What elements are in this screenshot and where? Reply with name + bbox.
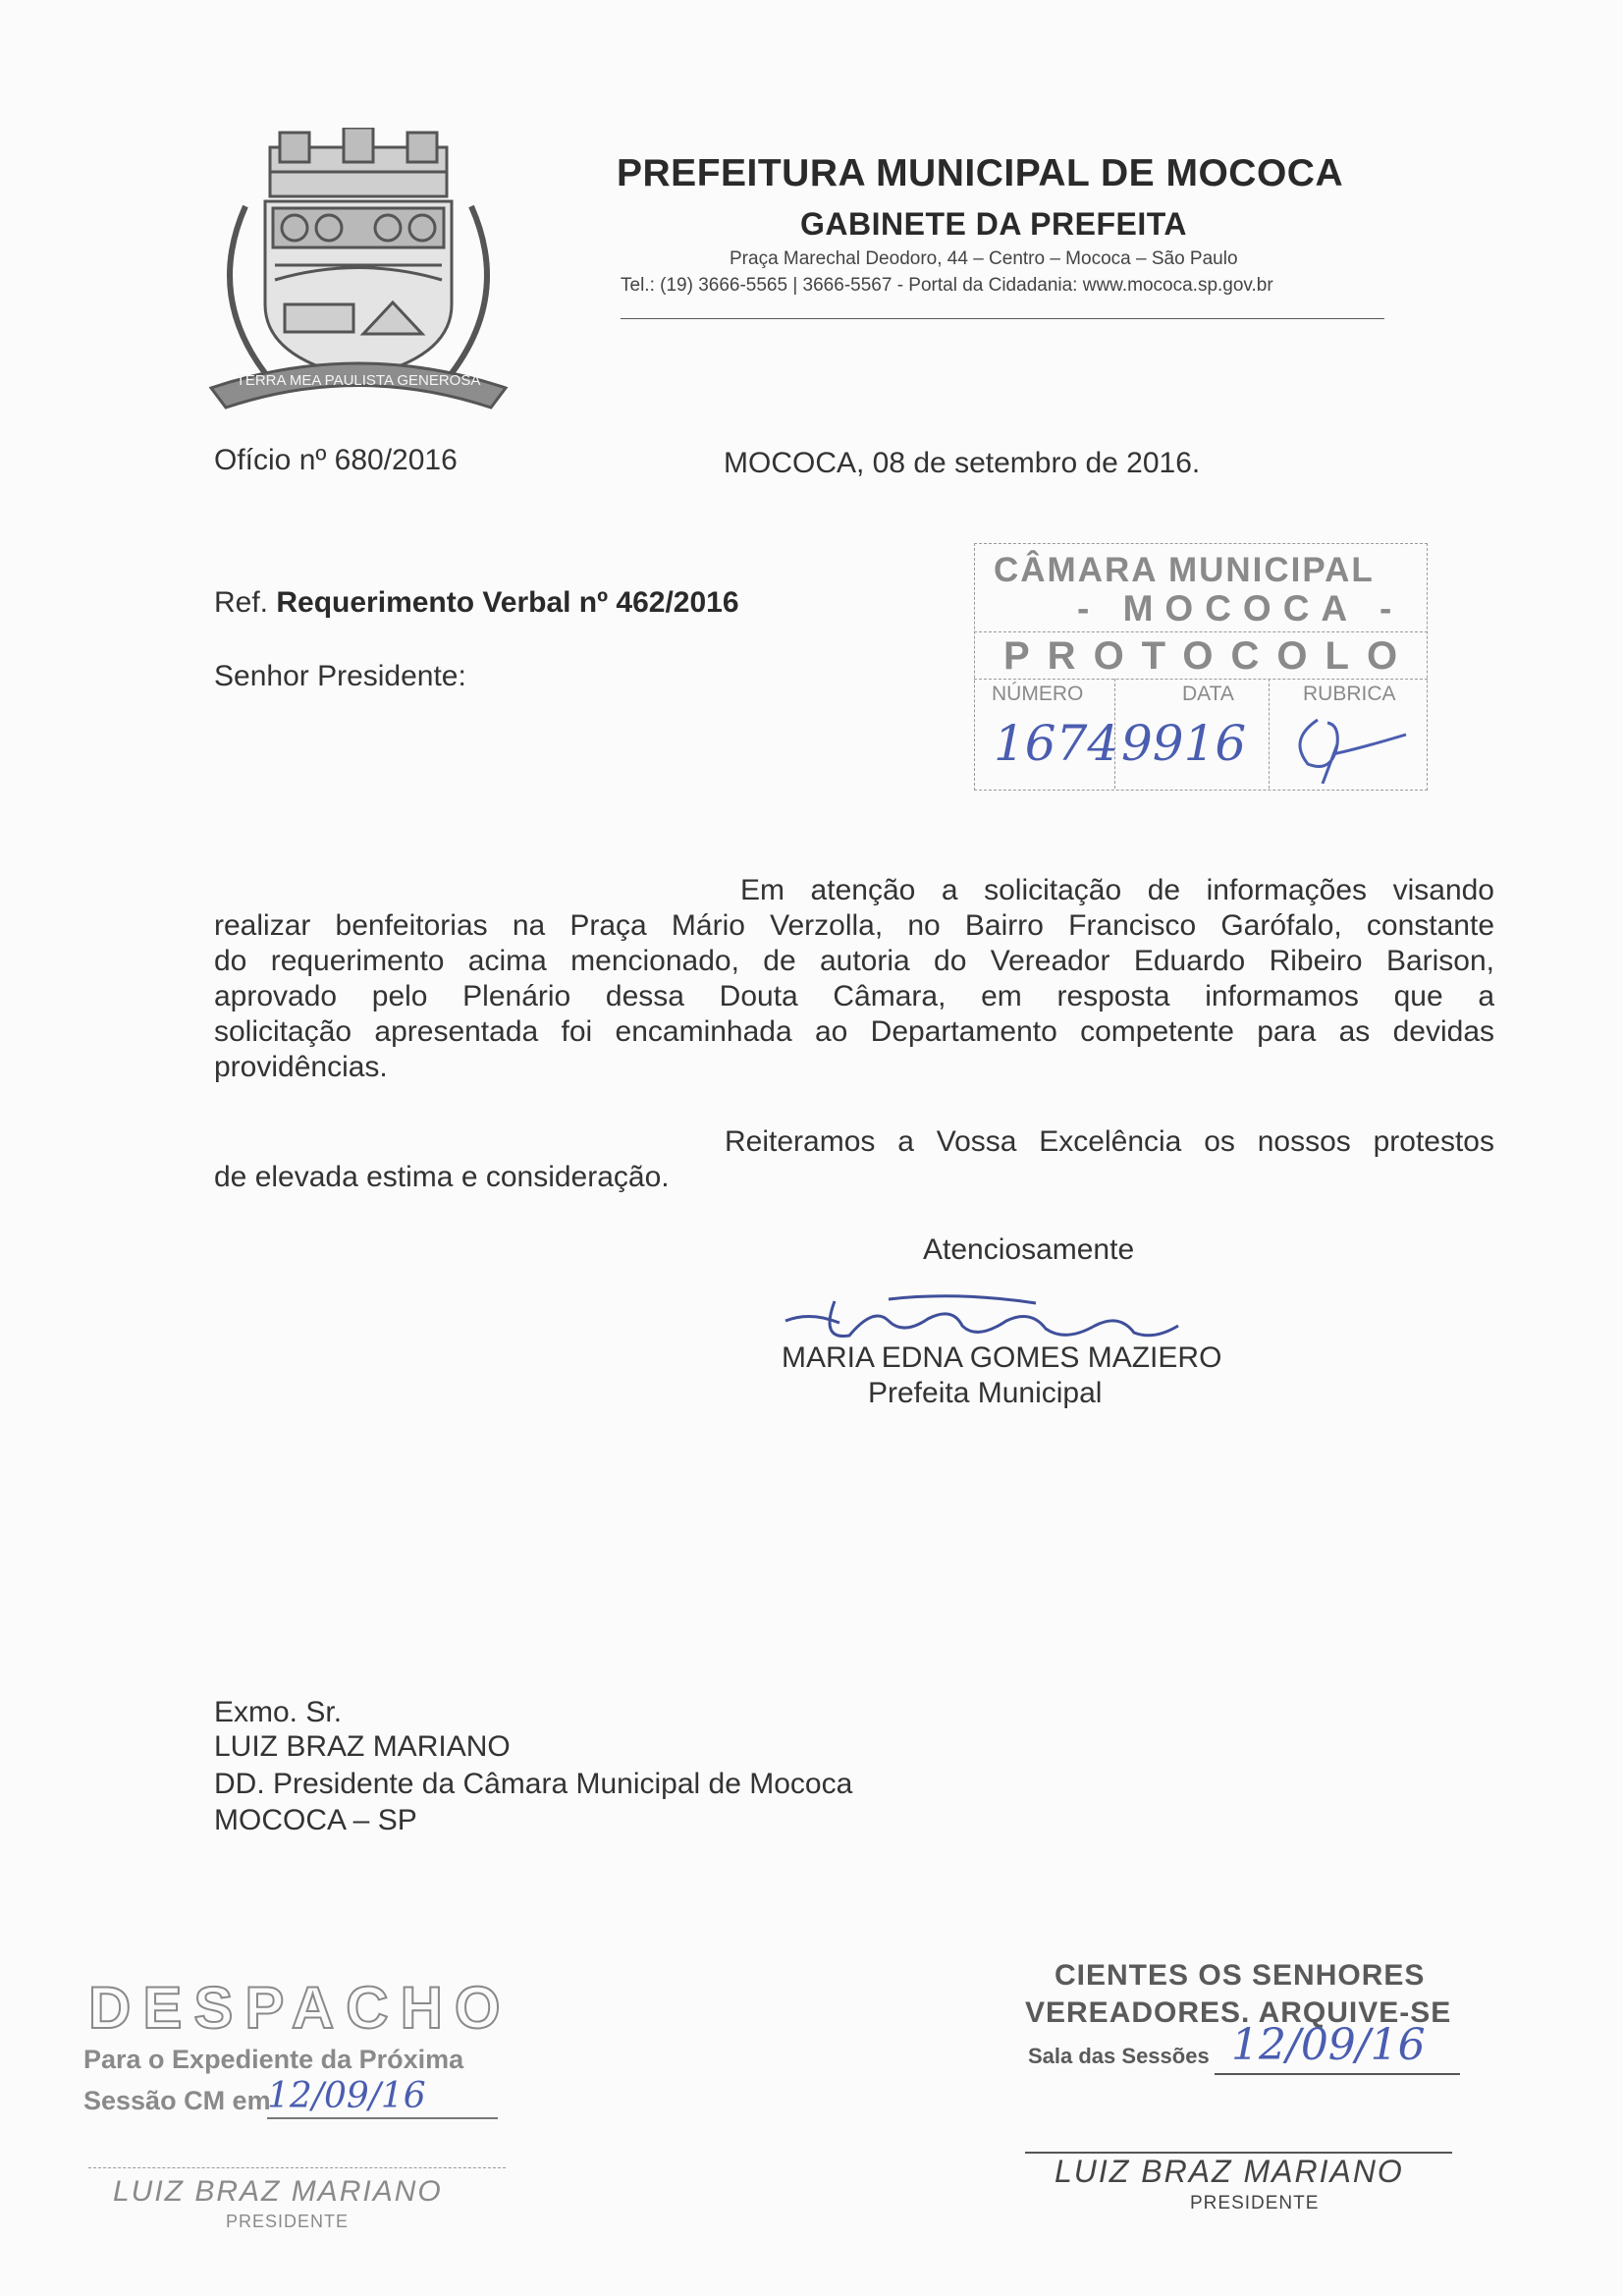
addressee-line: MOCOCA – SP bbox=[214, 1804, 417, 1836]
despacho-role: PRESIDENTE bbox=[226, 2212, 350, 2231]
protocol-col-data: DATA bbox=[1182, 683, 1234, 705]
letter-greeting: Senhor Presidente: bbox=[214, 660, 466, 692]
reference-subject: Requerimento Verbal nº 462/2016 bbox=[276, 586, 739, 619]
header-address: Praça Marechal Deodoro, 44 – Centro – Mococa – São Paulo bbox=[730, 248, 1238, 269]
addressee-line: DD. Presidente da Câmara Municipal de Mococa bbox=[214, 1768, 853, 1800]
header-divider bbox=[621, 318, 1384, 319]
letter-reference bbox=[214, 586, 739, 620]
letter-date: MOCOCA, 08 de setembro de 2016. bbox=[724, 447, 1201, 479]
header-title: PREFEITURA MUNICIPAL DE MOCOCA bbox=[617, 152, 1344, 194]
paragraph-line: Em atenção a solicitação de informações visando bbox=[740, 874, 1494, 906]
crest-motto: TERRA MEA PAULISTA GENEROSA bbox=[236, 372, 481, 389]
header-contact: Tel.: (19) 3666-5565 | 3666-5567 - Portal da Cidadania: www.mococa.sp.gov.br bbox=[621, 275, 1273, 296]
header-subtitle: GABINETE DA PREFEITA bbox=[800, 206, 1188, 242]
cientes-role: PRESIDENTE bbox=[1190, 2193, 1320, 2214]
letter-number: Ofício nº 680/2016 bbox=[214, 444, 458, 476]
paragraph-line: providências. bbox=[214, 1051, 388, 1083]
protocol-stamp-column-divider bbox=[1269, 679, 1270, 789]
protocol-stamp-divider bbox=[974, 631, 1428, 632]
addressee-line: Exmo. Sr. bbox=[214, 1696, 343, 1728]
despacho-line2: Para o Expediente da Próxima bbox=[83, 2045, 464, 2074]
protocol-stamp-divider bbox=[974, 679, 1428, 680]
paragraph-line: realizar benfeitorias na Praça Mário Verzolla, no Bairro Francisco Garófalo, constante bbox=[214, 909, 1494, 942]
paragraph-line: do requerimento acima mencionado, de autoria do Vereador Eduardo Ribeiro Barison, bbox=[214, 945, 1494, 977]
protocol-stamp bbox=[974, 543, 1428, 791]
body-paragraph-2 bbox=[214, 1124, 1494, 1195]
protocol-data-value: 9916 bbox=[1121, 715, 1247, 772]
paragraph-line: solicitação apresentada foi encaminhada ao Departamento competente para as devidas bbox=[214, 1015, 1494, 1048]
reference-prefix: Ref. bbox=[214, 586, 269, 619]
protocol-rubrica-signature bbox=[1278, 705, 1416, 784]
despacho-title: DESPACHO bbox=[88, 1975, 513, 2041]
signer-name: MARIA EDNA GOMES MAZIERO bbox=[782, 1341, 1222, 1374]
cientes-name: LUIZ BRAZ MARIANO bbox=[1055, 2154, 1404, 2189]
cientes-date: 12/09/16 bbox=[1231, 2020, 1426, 2070]
signer-role: Prefeita Municipal bbox=[868, 1377, 1103, 1409]
paragraph-line: de elevada estima e consideração. bbox=[214, 1161, 670, 1193]
municipal-crest-logo bbox=[206, 128, 511, 422]
protocol-stamp-line2: - MOCOCA - bbox=[1077, 588, 1404, 629]
cientes-line2: VEREADORES. ARQUIVE-SE bbox=[1025, 1996, 1452, 2029]
despacho-date: 12/09/16 bbox=[267, 2076, 426, 2116]
protocol-col-numero: NÚMERO bbox=[992, 683, 1084, 705]
despacho-signature-line bbox=[88, 2167, 506, 2168]
cientes-line1: CIENTES OS SENHORES bbox=[1055, 1959, 1426, 1992]
paragraph-line: Reiteramos a Vossa Excelência os nossos protestos bbox=[725, 1125, 1494, 1158]
protocol-col-rubrica: RUBRICA bbox=[1303, 683, 1396, 705]
letter-closing: Atenciosamente bbox=[923, 1233, 1135, 1266]
cientes-date-line bbox=[1215, 2073, 1460, 2075]
protocol-stamp-line3: PROTOCOLO bbox=[1003, 634, 1416, 678]
cientes-stamp bbox=[1025, 1959, 1477, 2214]
protocol-numero-value: 1674 bbox=[994, 715, 1119, 772]
despacho-line3: Sessão CM em bbox=[83, 2086, 271, 2115]
cientes-line3: Sala das Sessões bbox=[1028, 2044, 1210, 2068]
despacho-name: LUIZ BRAZ MARIANO bbox=[113, 2175, 443, 2208]
despacho-date-line bbox=[267, 2117, 498, 2119]
body-paragraph-1 bbox=[214, 873, 1494, 1085]
protocol-stamp-line1: CÂMARA MUNICIPAL bbox=[994, 551, 1375, 589]
addressee-line: LUIZ BRAZ MARIANO bbox=[214, 1730, 511, 1763]
despacho-stamp bbox=[81, 1974, 542, 2229]
paragraph-line: aprovado pelo Plenário dessa Douta Câmara, em resposta informamos que a bbox=[214, 980, 1494, 1012]
